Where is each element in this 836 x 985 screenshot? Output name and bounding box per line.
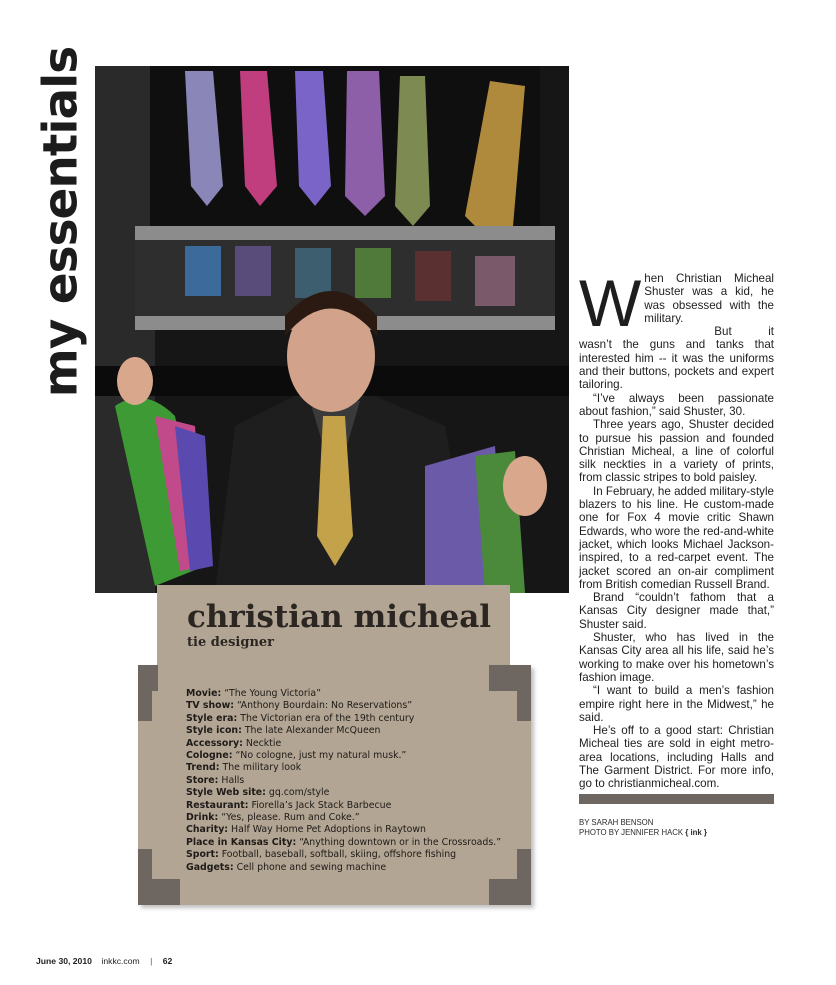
page-number: 62 xyxy=(162,956,173,966)
fact-value: The Victorian era of the 19th century xyxy=(240,712,415,724)
article-paragraph: “I want to build a men’s fashion empire right here in the Midwest,” he said. xyxy=(579,684,774,724)
photo-credit-text: PHOTO BY JENNIFER HACK xyxy=(579,828,684,837)
fact-value: Halls xyxy=(221,774,245,786)
fact-label: Movie: xyxy=(186,688,222,699)
fact-label: Cologne: xyxy=(186,750,233,762)
ink-brand: { ink } xyxy=(685,828,707,837)
fact-trend xyxy=(186,762,526,774)
article-body xyxy=(579,266,774,791)
fact-label: Style icon: xyxy=(186,725,242,737)
essentials-box xyxy=(138,665,531,905)
fact-value: Cell phone and sewing machine xyxy=(236,861,387,873)
fact-value: “No cologne, just my natural musk.” xyxy=(235,750,407,762)
fact-charity xyxy=(186,824,526,836)
fact-style-web-site xyxy=(186,787,526,799)
fact-value: “Yes, please. Rum and Coke.” xyxy=(221,812,360,824)
article-paragraph-text: hen Christian Micheal Shuster was a kid, he was obsessed with the military. xyxy=(644,272,774,325)
name-panel xyxy=(157,585,510,665)
fact-movie xyxy=(186,688,526,700)
article-divider xyxy=(579,794,774,804)
fact-label: Store: xyxy=(186,774,219,786)
fact-label: Gadgets: xyxy=(186,861,234,873)
profile-name: christian micheal xyxy=(187,599,492,635)
fact-accessory xyxy=(186,738,526,750)
fact-tv-show xyxy=(186,700,526,712)
bracket-top-left-vertical xyxy=(138,665,152,721)
fact-label: Drink: xyxy=(186,812,219,824)
byline: BY SARAH BENSON xyxy=(579,818,654,827)
fact-sport xyxy=(186,849,526,861)
fact-label: Place in Kansas City: xyxy=(186,836,297,848)
article-paragraph: Three years ago, Shuster decided to pursue his passion and founded Christian Micheal, a line of colorful silk neckties in a variety of prints, from classic stripes to bold paisley. xyxy=(579,418,774,485)
fact-value: Fiorella’s Jack Stack Barbecue xyxy=(251,799,392,811)
fact-value: “Anything downtown or in the Crossroads.” xyxy=(299,836,502,848)
article-paragraph: In February, he added military-style blazers to his line. He custom-made one for Fox 4 movie critic Shawn Edwards, who wore the red-and-white jacket, which looks Michael Jackson-inspired, to a red-carpet event. The jacket scored an on-air compliment from British comedian Russell Brand. xyxy=(579,484,774,591)
article-paragraph xyxy=(579,266,774,340)
footer-separator: | xyxy=(150,956,153,966)
fact-label: TV show: xyxy=(186,700,235,712)
page-footer xyxy=(36,956,172,966)
drop-cap: W xyxy=(579,266,642,340)
article-paragraph: Brand “couldn’t fathom that a Kansas City designer made that,” Shuster said. xyxy=(579,591,774,631)
fact-value: Necktie xyxy=(245,737,282,749)
credits xyxy=(579,818,707,838)
portrait-photo-illustration xyxy=(95,66,569,593)
profile-role: tie designer xyxy=(187,635,275,650)
article-paragraph: He’s off to a good start: Christian Micheal ties are sold in eight metro-area locations, including Halls and The Garment District. For more info, go to christianmicheal.com. xyxy=(579,724,774,791)
photo-credit xyxy=(579,828,707,838)
fact-drink xyxy=(186,812,526,824)
fact-value: Half Way Home Pet Adoptions in Raytown xyxy=(231,824,426,836)
fact-value: Football, baseball, softball, skiing, offshore fishing xyxy=(221,849,457,861)
portrait-photo xyxy=(95,66,569,593)
fact-restaurant xyxy=(186,800,526,812)
article-paragraph: Shuster, who has lived in the Kansas City area all his life, said he’s working to make over his hometown’s fashion image. xyxy=(579,631,774,684)
fact-value: “The Young Victoria” xyxy=(224,688,321,699)
fact-place-in-kansas-city xyxy=(186,837,526,849)
fact-store xyxy=(186,775,526,787)
fact-value: The late Alexander McQueen xyxy=(244,725,381,737)
fact-label: Accessory: xyxy=(186,737,243,749)
fact-value: gq.com/style xyxy=(268,787,330,799)
article-paragraph: “I’ve always been passionate about fashion,” said Shuster, 30. xyxy=(579,391,774,418)
fact-label: Style era: xyxy=(186,712,238,724)
fact-value: The military look xyxy=(222,762,302,774)
fact-style-era xyxy=(186,713,526,725)
section-title-text: my essentials xyxy=(33,46,89,398)
fact-label: Charity: xyxy=(186,824,229,836)
fact-label: Restaurant: xyxy=(186,799,249,811)
article-paragraph: But it wasn’t the guns and tanks that interested him -- it was the uniforms and their buttons, pockets and expert tailoring. xyxy=(579,325,774,392)
site-link[interactable]: inkkc.com xyxy=(101,956,140,966)
fact-value: “Anthony Bourdain: No Reservations” xyxy=(237,700,413,712)
bracket-bottom-left-vertical xyxy=(138,849,152,905)
fact-gadgets xyxy=(186,862,526,874)
section-title xyxy=(33,46,89,398)
fact-label: Style Web site: xyxy=(186,787,266,799)
issue-date: June 30, 2010 xyxy=(36,956,92,966)
fact-label: Trend: xyxy=(186,762,220,774)
fact-cologne xyxy=(186,750,526,762)
fact-style-icon xyxy=(186,725,526,737)
fact-label: Sport: xyxy=(186,849,219,861)
essentials-list xyxy=(186,688,526,874)
